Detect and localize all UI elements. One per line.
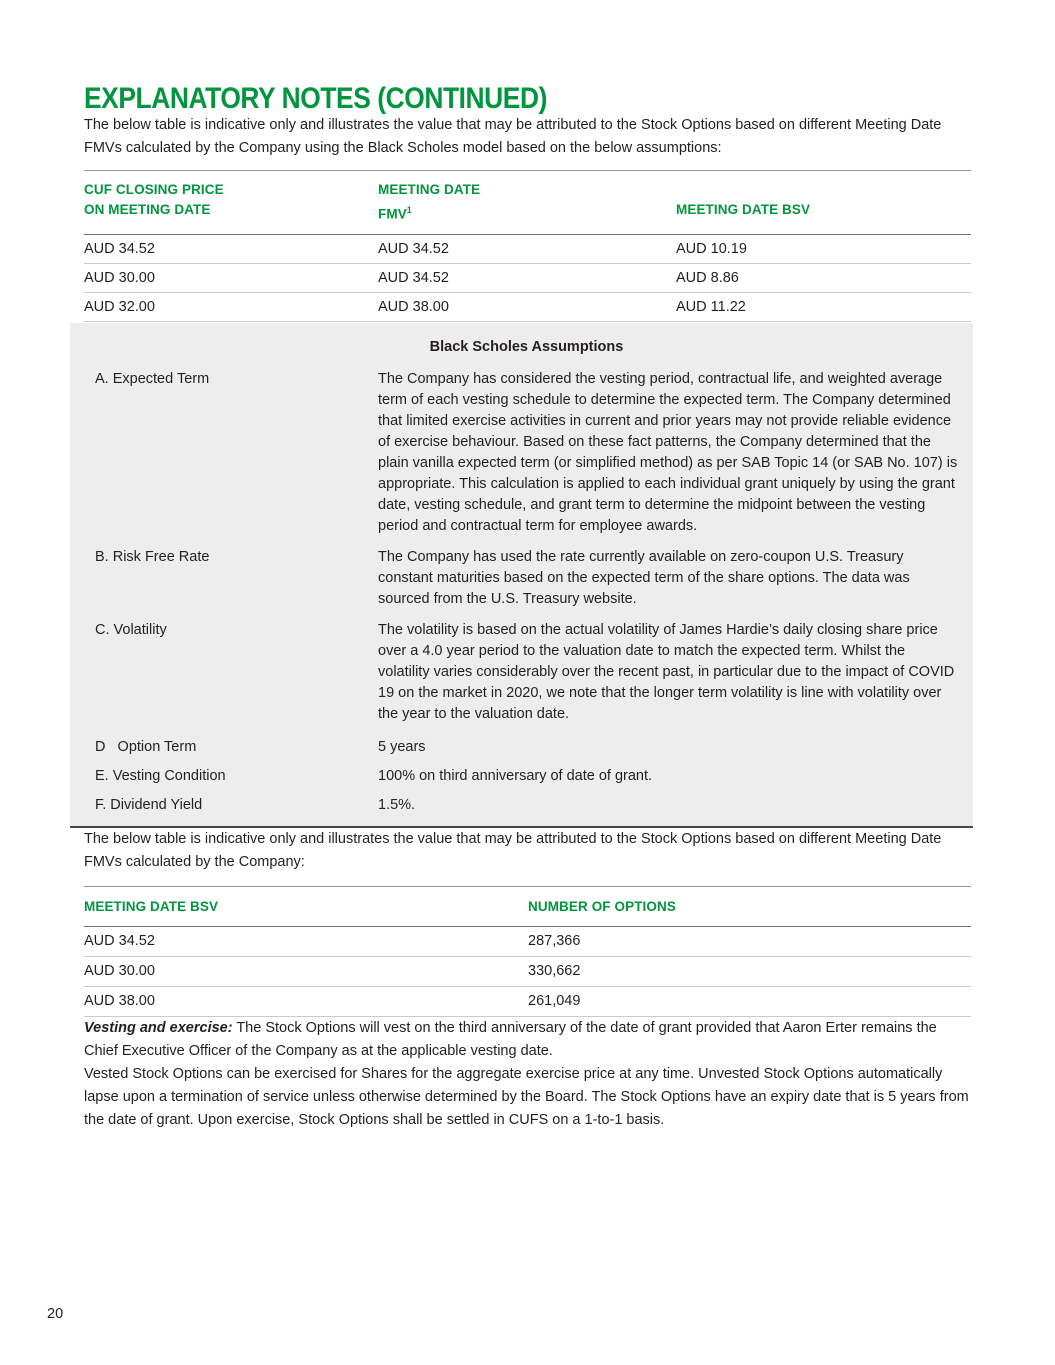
exercise-paragraph: Vested Stock Options can be exercised for Shares for the aggregate exercise price at any time. Unvested Stock Options automatically lapse upon a termination of service unless otherwise determined by the Board. The Stock Options have an expiry date that is 5 years from the date of grant. Upon exercise, Stock Options shall be settled in CUFS on a 1-to-1 basis.	[84, 1065, 969, 1128]
table-cell: 261,049	[528, 993, 581, 1009]
fmv-table-header-col3	[676, 180, 971, 225]
assumption-item-vesting-condition	[95, 766, 958, 787]
table-row	[84, 264, 971, 293]
assumption-text: 100% on third anniversary of date of grant.	[378, 767, 653, 784]
fmv-table-header-col3-line2: MEETING DATE BSV	[676, 202, 811, 217]
table-cell: AUD 34.52	[84, 933, 155, 949]
assumption-label: C. Volatility	[95, 621, 167, 638]
table-row	[84, 927, 971, 957]
footnote-superscript: 1	[406, 205, 412, 215]
table-cell: AUD 30.00	[84, 963, 155, 979]
assumption-label: E. Vesting Condition	[95, 767, 226, 784]
assumption-text: The Company has considered the vesting period, contractual life, and weighted average term of each vesting schedule to determine the expected term. The Company determined that limited exercise activities in current and prior years may not provide reliable evidence of exercise behaviour. Based on these fact patterns, the Company determined that the plain vanilla expected term (or simplified method) as per SAB Topic 14 (or SAB No. 107) is appropriate. This calculation is applied to each individual grant uniquely by using the grant date, vesting schedule, and grant term to determine the midpoint between the vesting period and contractual term for employee awards.	[378, 370, 958, 534]
page-number: 20	[47, 1306, 64, 1322]
assumption-label: D Option Term	[95, 738, 197, 755]
assumption-item-expected-term	[95, 369, 958, 537]
vesting-paragraph	[84, 1017, 971, 1063]
table-cell: AUD 30.00	[84, 269, 155, 286]
table-cell: AUD 8.86	[676, 269, 739, 286]
assumption-item-option-term	[95, 737, 958, 758]
assumption-text: 1.5%.	[378, 796, 416, 813]
table-cell: AUD 38.00	[84, 993, 155, 1009]
table-cell: 287,366	[528, 933, 581, 949]
options-table	[84, 886, 971, 1017]
fmv-table-header-col1	[84, 180, 378, 225]
assumption-text: 5 years	[378, 738, 426, 755]
table-cell: 330,662	[528, 963, 581, 979]
fmv-header-label: FMV	[378, 206, 407, 222]
assumption-text: The Company has used the rate currently available on zero-coupon U.S. Treasury constant maturities based on the expected term of the share options. The data was sourced from the U.S. Treasury website.	[378, 548, 910, 607]
table-cell: AUD 34.52	[378, 269, 449, 286]
table-cell: AUD 10.19	[676, 240, 747, 257]
assumption-text: The volatility is based on the actual volatility of James Hardie’s daily closing share price over a 4.0 year period to the valuation date to match the expected term. Whilst the volatility varies considerably over the recent past, in particular due to the impact of COVID 19 on the market in 2020, we note that the longer term volatility is line with volatility over the year to the valuation date.	[378, 621, 955, 722]
options-table-header-col1: MEETING DATE BSV	[84, 898, 219, 914]
fmv-table-header-col1-line1: CUF CLOSING PRICE	[84, 182, 224, 197]
table-cell: AUD 34.52	[378, 240, 449, 257]
vesting-lead: Vesting and exercise:	[84, 1019, 233, 1036]
fmv-table-header-col1-line2: ON MEETING DATE	[84, 202, 211, 217]
fmv-table-header-col3-line1	[676, 180, 971, 200]
table-row	[84, 293, 971, 322]
assumption-item-dividend-yield	[95, 795, 958, 816]
table-row	[84, 987, 971, 1017]
assumption-label: B. Risk Free Rate	[95, 548, 210, 565]
table-row	[84, 235, 971, 264]
assumptions-panel	[70, 323, 973, 828]
assumption-item-volatility	[95, 620, 958, 725]
page-title: EXPLANATORY NOTES (CONTINUED)	[84, 82, 547, 115]
intro-paragraph-1: The below table is indicative only and illustrates the value that may be attributed to the Stock Options based on different Meeting Date FMVs calculated by the Company using the Black Scholes model based on the below assumptions:	[84, 117, 942, 156]
fmv-table-header-col2	[378, 180, 676, 225]
options-table-header-col2: NUMBER OF OPTIONS	[528, 898, 676, 914]
table-row	[84, 957, 971, 987]
fmv-table-header-col2-line2	[378, 200, 676, 225]
table-cell: AUD 34.52	[84, 240, 155, 257]
assumption-label: F. Dividend Yield	[95, 796, 203, 813]
assumptions-title: Black Scholes Assumptions	[429, 338, 624, 355]
assumption-item-risk-free-rate	[95, 547, 958, 610]
vesting-text: The Stock Options will vest on the third anniversary of the date of grant provided that Aaron Erter remains the Chief Executive Officer of the Company as at the applicable vesting date.	[84, 1019, 937, 1059]
fmv-table-header-col2-line1: MEETING DATE	[378, 182, 481, 197]
intro-paragraph-2: The below table is indicative only and illustrates the value that may be attributed to the Stock Options based on different Meeting Date FMVs calculated by the Company:	[84, 830, 942, 870]
options-table-header-row	[84, 887, 971, 927]
fmv-table	[84, 170, 971, 322]
table-cell: AUD 11.22	[676, 298, 746, 315]
assumption-label: A. Expected Term	[95, 370, 210, 387]
table-cell: AUD 38.00	[378, 298, 449, 315]
table-cell: AUD 32.00	[84, 298, 155, 315]
fmv-table-header-row	[84, 171, 971, 235]
